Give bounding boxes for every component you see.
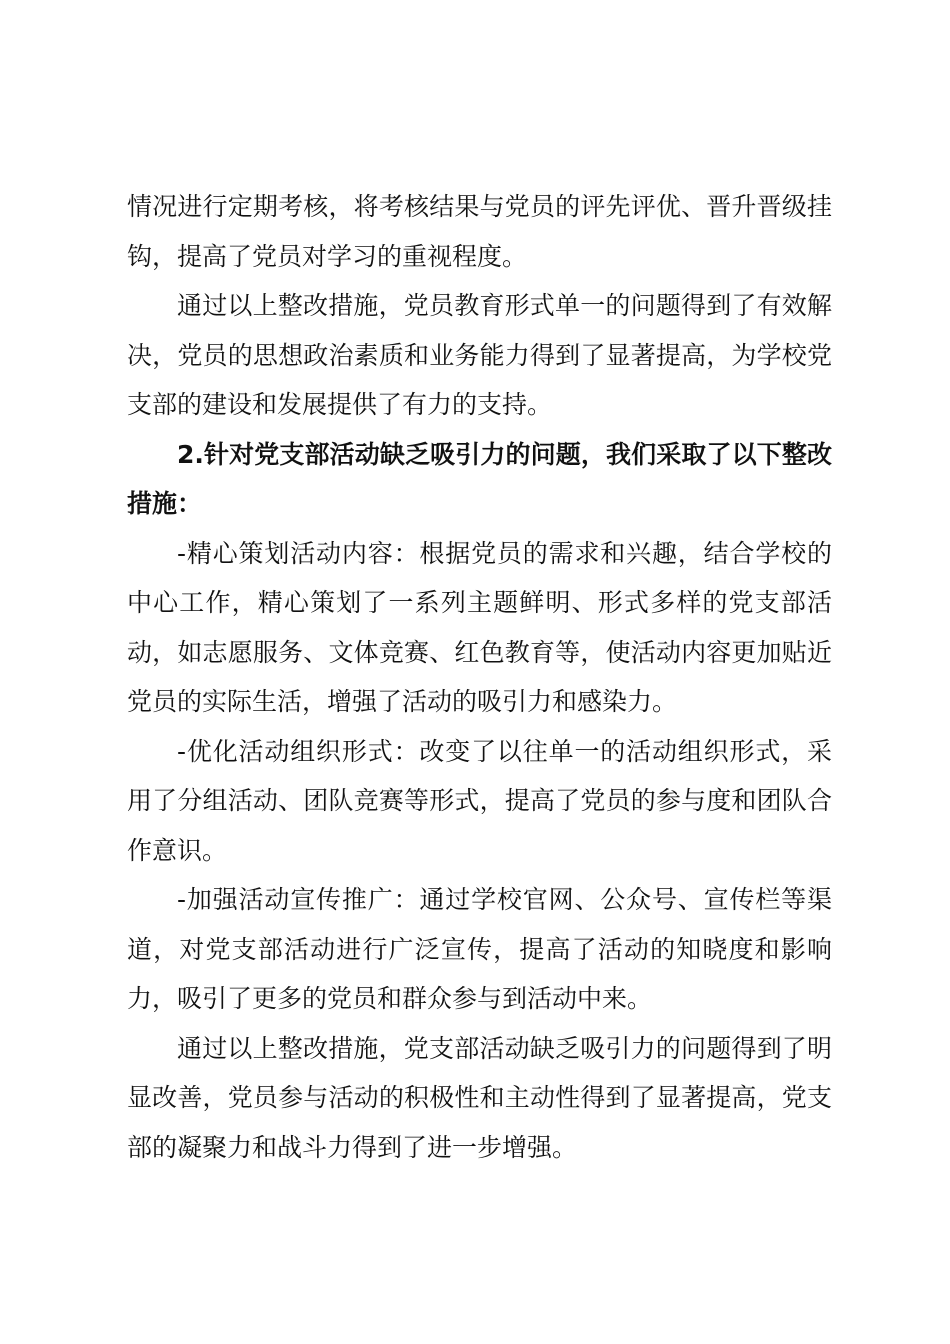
- paragraph-measure-optimize-format: -优化活动组织形式：改变了以往单一的活动组织形式，采用了分组活动、团队竞赛等形式，提高了党员的参与度和团队合作意识。: [127, 736, 832, 865]
- document-body: [127, 182, 832, 1172]
- paragraph-continued: 情况进行定期考核，将考核结果与党员的评先评优、晋升晋级挂钩，提高了党员对学习的重视程度。: [127, 192, 832, 271]
- paragraph-measure-plan-activities: -精心策划活动内容：根据党员的需求和兴趣，结合学校的中心工作，精心策划了一系列主题鲜明、形式多样的党支部活动，如志愿服务、文体竞赛、红色教育等，使活动内容更加贴近党员的实际生活，增强了活动的吸引力和感染力。: [127, 538, 832, 716]
- paragraph-summary-2: 通过以上整改措施，党支部活动缺乏吸引力的问题得到了明显改善，党员参与活动的积极性和主动性得到了显著提高，党支部的凝聚力和战斗力得到了进一步增强。: [127, 1033, 832, 1162]
- paragraph-measure-promotion: -加强活动宣传推广：通过学校官网、公众号、宣传栏等渠道，对党支部活动进行广泛宣传，提高了活动的知晓度和影响力，吸引了更多的党员和群众参与到活动中来。: [127, 885, 832, 1013]
- paragraph-summary-1: 通过以上整改措施，党员教育形式单一的问题得到了有效解决，党员的思想政治素质和业务能力得到了显著提高，为学校党支部的建设和发展提供了有力的支持。: [127, 291, 832, 419]
- section-heading-2: 2.针对党支部活动缺乏吸引力的问题，我们采取了以下整改措施：: [127, 439, 832, 518]
